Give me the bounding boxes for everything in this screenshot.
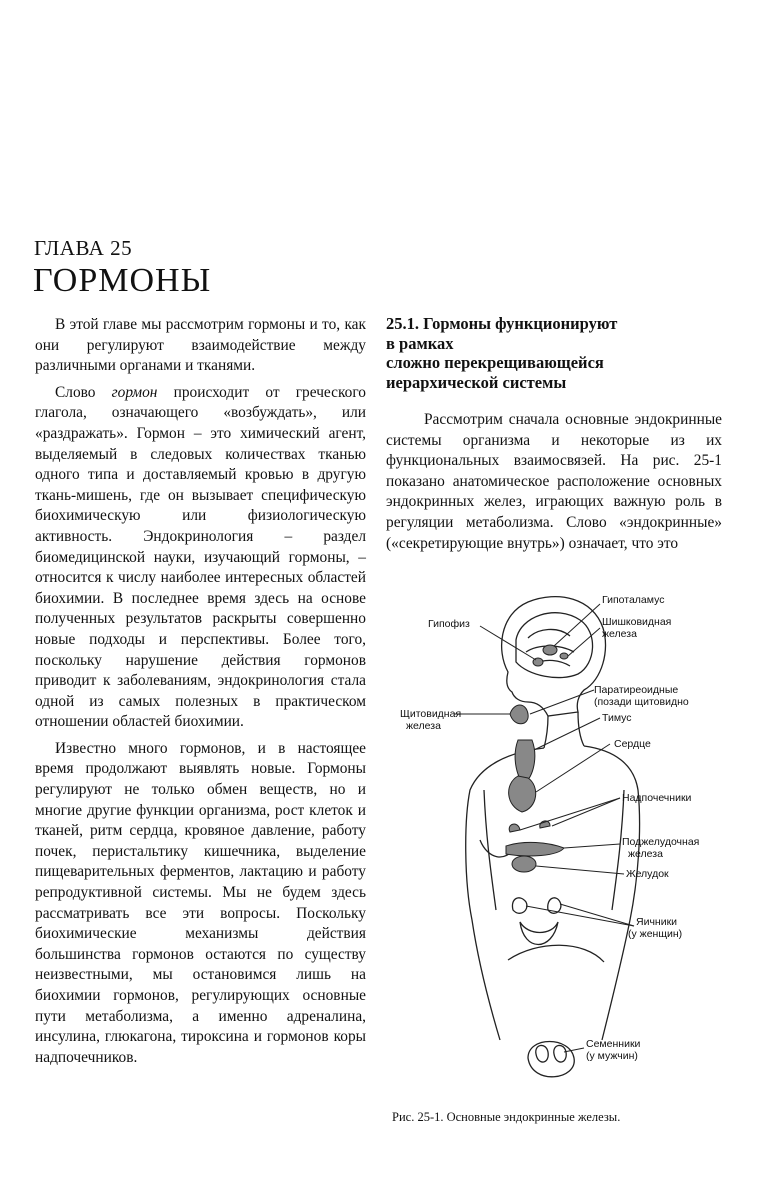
section-heading-line: сложно перекрещивающейся: [386, 353, 604, 372]
label-thymus: Тимус: [602, 712, 632, 724]
paragraph-endocrine-systems: Рассмотрим сначала основные эндокринные системы организма и некоторые из их функциональных взаимосвязей. На рис. 25-1 показано анатомическое расположение основных эндокринных желез, играющих важную роль в регуляции метаболизма. Слово «эндокринные» («секретирующие внутрь») означает, что это: [386, 411, 722, 552]
section-heading: [386, 314, 726, 392]
label-pituitary: Гипофиз: [428, 618, 470, 630]
label-parathyroid-2: (позади щитовидно: [594, 696, 689, 708]
head-outline: [502, 597, 606, 716]
leader-line: [564, 1048, 584, 1052]
leader-line: [534, 718, 600, 750]
section-heading-line: в рамках: [386, 333, 454, 353]
chapter-number: ГЛАВА 25: [34, 236, 133, 260]
leader-line: [564, 844, 620, 848]
leader-line: [536, 866, 624, 874]
adrenal-left: [509, 824, 520, 832]
label-thyroid-1: Щитовидная: [400, 708, 462, 720]
label-adrenal: Надпочечники: [622, 792, 692, 804]
leader-line: [552, 798, 620, 826]
hypothalamus-shape: [543, 645, 557, 655]
section-heading-line: иерархической системы: [386, 372, 567, 392]
leader-line: [480, 626, 536, 660]
text-run: Слово: [55, 383, 112, 401]
label-thyroid-2: железа: [406, 720, 441, 732]
paragraph-hormone-functions: Известно много гормонов, и в настоящее время продолжают выявлять новые. Гормоны регулируют не только обмен веществ, но и многие другие функции организма, рост клеток и тканей, ритм сердца, кровяное давление, работу почек, перистальтику кишечника, выделение пищеварительных ферментов, лактацию и работу репродуктивной системы. Мы не будем здесь рассматривать все эти вопросы. Поскольку биохимические механизмы действия большинства гормонов остаются по существу неизвестными, мы остановимся лишь на биохимии гормонов, регулирующих основные пути метаболизма, а именно адреналина, инсулина, глюкагона, тироксина и гормонов коры надпочечников.: [35, 739, 366, 1066]
right-column: [386, 410, 722, 554]
figure-caption: Рис. 25-1. Основные эндокринные железы.: [392, 1110, 621, 1124]
torso-outline: [466, 746, 640, 1040]
label-pineal-1: Шишковидная: [602, 616, 672, 628]
uterus: [520, 922, 558, 945]
leader-line: [520, 798, 620, 830]
section-heading-line: 25.1. Гормоны функционируют: [386, 314, 618, 333]
label-pancreas-1: Поджелудочная: [622, 836, 700, 848]
label-stomach: Желудок: [626, 868, 669, 880]
text-run: происходит от греческого глагола, означающего «возбуждать», или «раздражать». Гормон – это химический агент, выделяемый в следовых количествах тканью одного типа и доставляемый кровью в другую ткань-мишень, где он вызывает специфическую биохимическую или физиологическую активность. Эндокринология – раздел биомедицинской науки, изучающий гормоны, – относится к числу наиболее интересных областей биохимии. В последнее время здесь на основе полученных результатов раскрыты совершенно новые подходы и перспективы. Более того, поскольку нарушение действия гормонов приводит к заболеваниям, эндокринология стала одной из самых полезных в практическом отношении областей биохимии.: [35, 383, 366, 731]
thyroid-shape: [510, 705, 528, 724]
label-hypothalamus: Гипоталамус: [602, 594, 665, 606]
leader-line: [536, 744, 610, 792]
leader-line: [530, 690, 594, 714]
label-heart: Сердце: [614, 738, 651, 750]
label-pineal-2: железа: [602, 628, 637, 640]
label-testes-2: (у мужчин): [586, 1050, 638, 1062]
label-ovaries-1: Яичники: [636, 916, 678, 928]
testis-left: [536, 1045, 548, 1062]
label-parathyroid-1: Паратиреоидные: [594, 684, 679, 696]
leader-line: [526, 906, 634, 926]
paragraph-intro: В этой главе мы рассмотрим гормоны и то, как они регулируют взаимодействие между различными органами и тканями.: [35, 316, 366, 375]
ovary-left: [512, 898, 526, 913]
pineal-shape: [560, 653, 568, 659]
pancreas-shape: [506, 842, 564, 856]
leader-line: [554, 604, 600, 646]
italic-term: гормон: [111, 383, 158, 401]
leader-line: [560, 904, 634, 926]
leader-line: [568, 628, 600, 656]
heart-shape: [509, 776, 536, 812]
chapter-title: ГОРМОНЫ: [33, 262, 212, 299]
paragraph-hormone-definition: [35, 383, 366, 733]
label-ovaries-2: (у женщин): [628, 928, 683, 940]
stomach-shape: [512, 856, 536, 872]
endocrine-glands-figure: [388, 580, 728, 1110]
testis-right: [554, 1045, 566, 1062]
testes-circle: [528, 1042, 574, 1077]
pelvis-line: [508, 945, 604, 962]
left-column: [35, 315, 366, 1068]
label-pancreas-2: железа: [628, 848, 663, 860]
label-testes-1: Семенники: [586, 1038, 641, 1050]
